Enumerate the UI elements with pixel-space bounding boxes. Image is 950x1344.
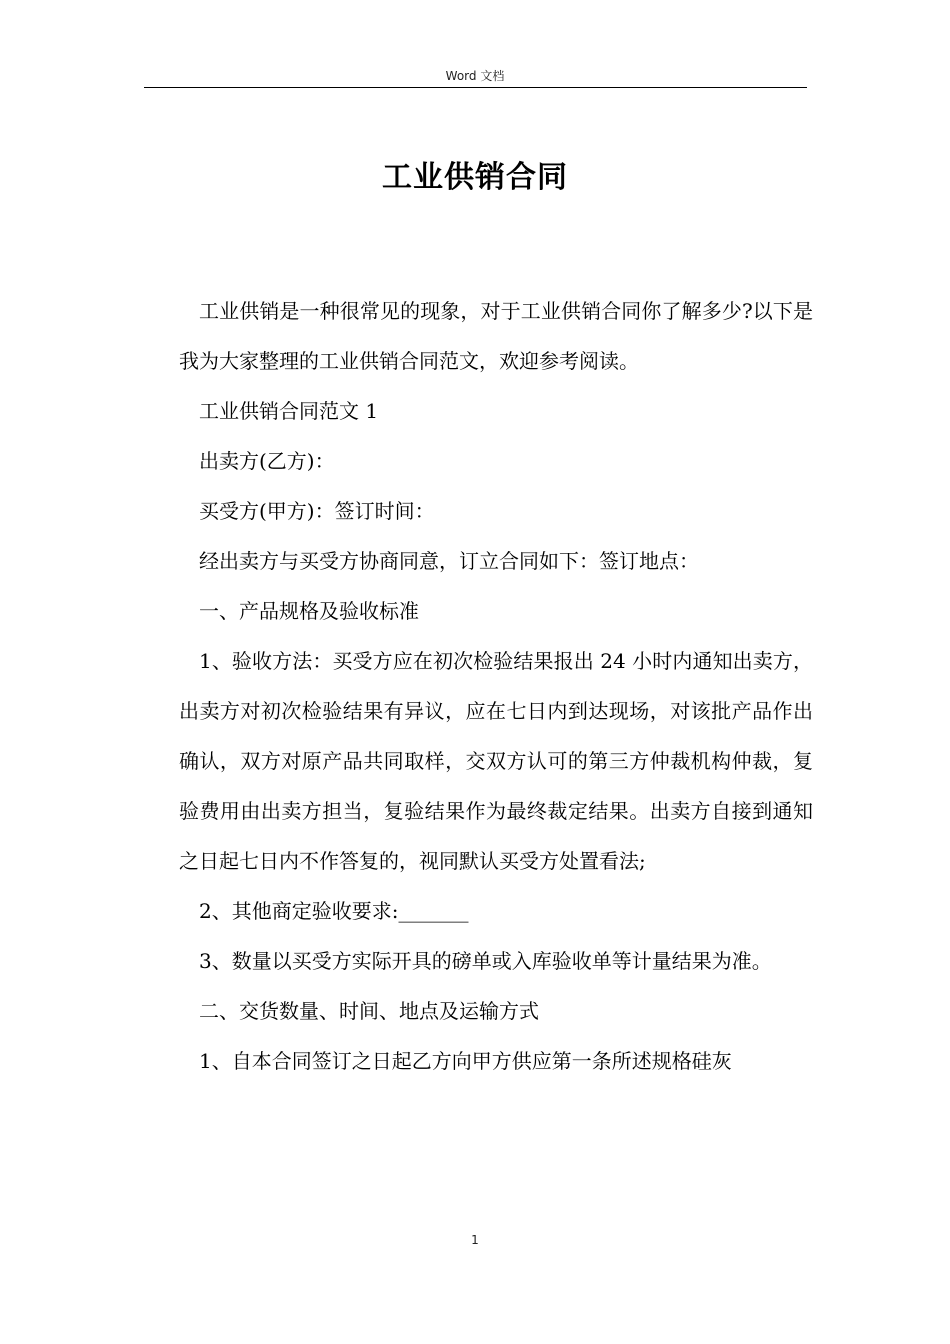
section-heading-1: 一、产品规格及验收标准 bbox=[199, 599, 419, 623]
paragraph-buyer: 买受方(甲方)：签订时间： bbox=[199, 499, 435, 523]
document-body bbox=[179, 286, 813, 1086]
paragraph-clause-1-1: 1、验收方法：买受方应在初次检验结果报出 24 小时内通知出卖方，出卖方对初次检验结果有异议，应在七日内到达现场，对该批产品作出确认，双方对原产品共同取样，交双方认可的第三方仲裁机构仲裁，复验费用由出卖方担当，复验结果作为最终裁定结果。出卖方自接到通知之日起七日内不作答复的，视同默认买受方处置看法; bbox=[179, 649, 813, 873]
document-title: 工业供销合同 bbox=[382, 160, 568, 195]
paragraph-agreement: 经出卖方与买受方协商同意，订立合同如下：签订地点： bbox=[199, 549, 699, 573]
paragraph-clause-1-3: 3、数量以买受方实际开具的磅单或入库验收单等计量结果为准。 bbox=[199, 949, 772, 973]
paragraph-intro: 工业供销是一种很常见的现象，对于工业供销合同你了解多少?以下是我为大家整理的工业供销合同范文，欢迎参考阅读。 bbox=[179, 299, 813, 373]
section-heading-2: 二、交货数量、时间、地点及运输方式 bbox=[199, 999, 539, 1023]
header-divider bbox=[144, 87, 807, 88]
page-header-label: Word 文档 bbox=[445, 69, 505, 83]
paragraph-clause-2-1: 1、自本合同签订之日起乙方向甲方供应第一条所述规格硅灰 bbox=[199, 1049, 732, 1073]
paragraph-sample-heading: 工业供销合同范文 1 bbox=[199, 399, 379, 423]
paragraph-clause-1-2: 2、其他商定验收要求:_______ bbox=[199, 899, 469, 923]
page-number: 1 bbox=[471, 1233, 479, 1247]
paragraph-seller: 出卖方(乙方)： bbox=[199, 449, 335, 473]
